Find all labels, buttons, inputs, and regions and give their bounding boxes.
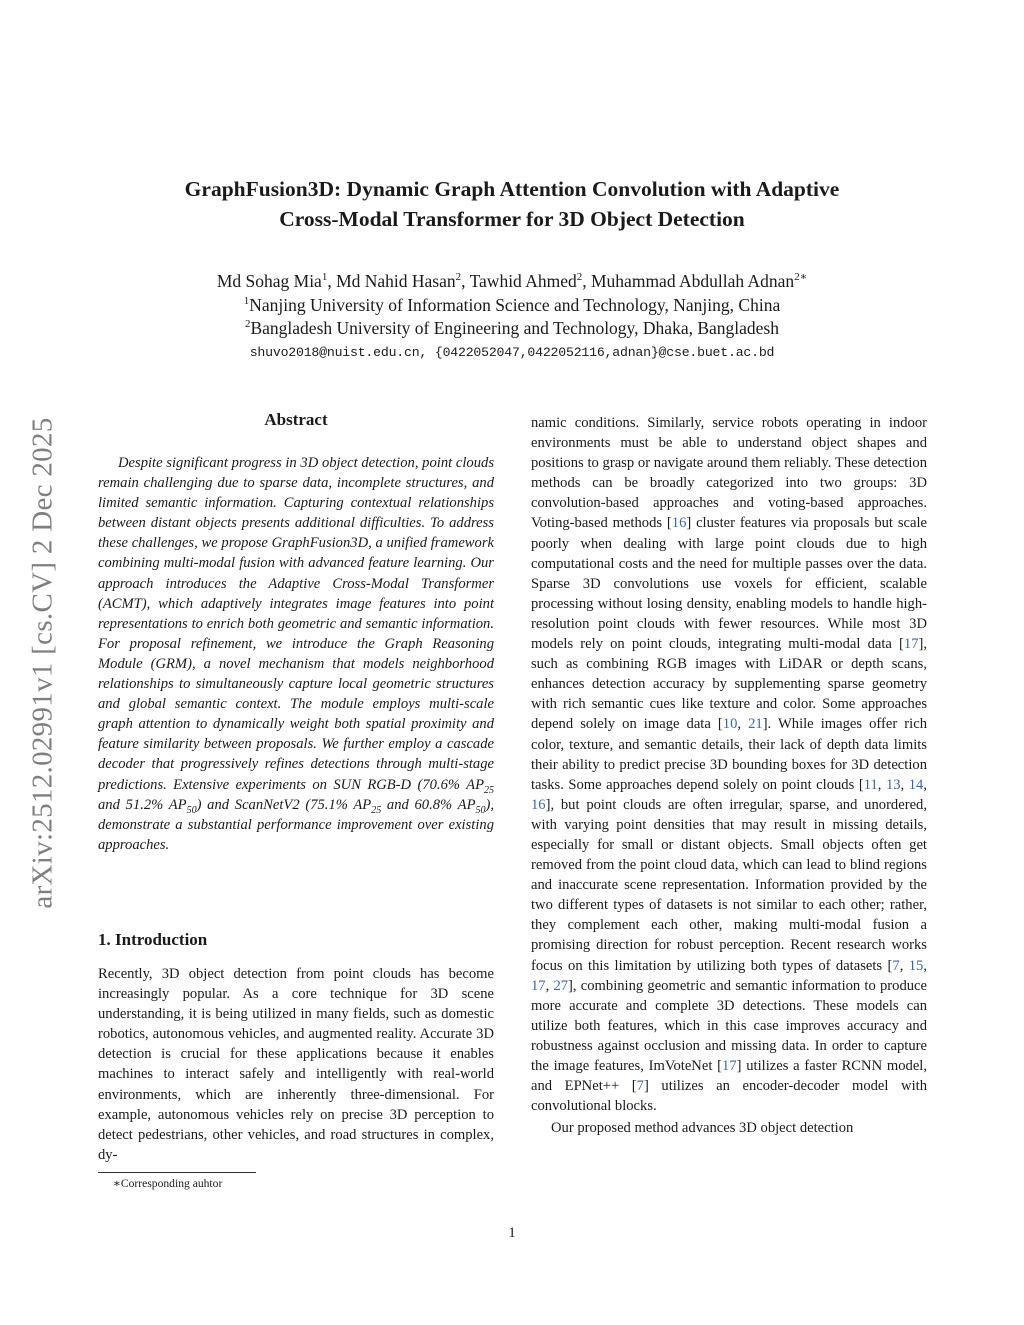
paper-title (100, 174, 924, 234)
footnote-rule (98, 1172, 256, 1173)
author-emails: shuvo2018@nuist.edu.cn, {0422052047,0422052116,adnan}@cse.buet.ac.bd (249, 344, 775, 360)
citation-link[interactable]: 21 (748, 716, 763, 733)
intro-paragraph: Recently, 3D object detection from point clouds has become increasingly popular. As a core technique for 3D scene understanding, it is being utilized in many fields, such as domestic robotics, autonomous vehicles, and augmented reality. Accurate 3D detection is crucial for these applications because it enables machines to interact safely and intelligently with real-world environments, which are inherently three-dimensional. For example, autonomous vehicles rely on precise 3D perception to detect pedestrians, other vehicles, and road structures in complex, dy- (98, 966, 494, 1163)
right-column-body (531, 413, 927, 1138)
introduction-body (98, 964, 494, 1165)
citation-link[interactable]: 7 (892, 957, 900, 974)
citation-link[interactable]: 13 (885, 776, 901, 793)
citation-link[interactable]: 17 (531, 977, 546, 994)
abstract-heading: Abstract (264, 410, 328, 429)
abstract-body (98, 453, 494, 855)
section-heading-introduction: 1. Introduction (98, 930, 208, 949)
footnote: ∗Corresponding auhtor (113, 1177, 223, 1190)
abstract-paragraph: Despite significant progress in 3D object detection, point clouds remain challenging due to sparse data, incomplete structures, and limited semantic information. Capturing contextual relationships between distant objects presents additional difficulties. To address these challenges, we propose GraphFusion3D, a unified framework combining multi-modal fusion with advanced feature learning. Our approach introduces the Adaptive Cross-Modal Transformer (ACMT), which adaptively integrates image features into point representations to enrich both geometric and semantic information. For proposal refinement, we introduce the Graph Reasoning Module (GRM), a novel mechanism that models neighborhood relationships to simultaneously capture local geometric structures and global semantic context. The module employs multi-scale graph attention to dynamically weight both spatial proximity and feature similarity between proposals. We further employ a cascade decoder that progressively refines detections through multi-stage predictions. Extensive experiments on SUN RGB-D (70.6% $AP_{25}$ and 51.2% $AP_{50}$) and ScanNetV2 (75.1% $AP_{25}$ and 60.8% $AP_{50}$), demonstrate a substantial performance improvement over existing approaches. (98, 455, 495, 853)
citation-link[interactable]: 15 (908, 957, 924, 974)
right-paragraph-1: namic conditions. Similarly, service robots operating in indoor environments must be able to understand object shapes and positions to grasp or navigate around them reliably. These detection methods can be broadly categorized into two groups: 3D convolution-based approaches and voting-based approaches. Voting-based methods [16] cluster features via proposals but scale poorly when dealing with large point clouds due to high computational costs and the need for multiple passes over the data. Sparse 3D convolutions use voxels for efficient, scalable processing without losing density, enabling models to handle high-resolution point clouds with fewer resources. While most 3D models rely on point clouds, integrating multi-modal data [17], such as combining RGB images with LiDAR or depth scans, enhances detection accuracy by supplementing sparse geometry with rich semantic cues like texture and color. Some approaches depend solely on image data [10, 21]. While images offer rich color, texture, and semantic details, their lack of depth data limits their ability to predict precise 3D bounding boxes for 3D detection tasks. Some approaches depend solely on point clouds [11, 13, 14, 16], but point clouds are often irregular, sparse, and unordered, with varying point densities that may result in missing details, especially for small or distant objects. Small objects often get removed from the point cloud data, which can lead to blind regions and inaccurate scene representation. Information provided by the two different types of datasets is not similar to each other; rather, they complement each other, making multi-modal fusion a promising direction for robust perception. Recent research works focus on this limitation by utilizing both types of datasets [7, 15, 17, 27], combining geometric and semantic information to produce more accurate and complete 3D detections. These models can utilize both features, which in this case improves accuracy and robustness against occlusion and missing data. In order to capture the image features, ImVoteNet [17] utilizes a faster RCNN model, and EPNet++ [7] utilizes an encoder-decoder model with convolutional blocks. (531, 415, 928, 1115)
citation-link[interactable]: 10 (722, 716, 738, 733)
author-block (100, 270, 924, 364)
affiliation-2: $^2$Bangladesh University of Engineering and Technology, Dhaka, Bangladesh (244, 318, 779, 338)
author-names: Md Sohag Mia$^1$, Md Nahid Hasan$^2$, Tawhid Ahmed$^2$, Muhammad Abdullah Adnan$^{2∗}$ (216, 271, 808, 291)
title-line-1: GraphFusion3D: Dynamic Graph Attention Convolution with Adaptive (184, 177, 840, 201)
citation-link[interactable]: 11 (863, 776, 878, 793)
page-number: 1 (508, 1225, 516, 1241)
arxiv-stamp (22, 378, 64, 948)
right-paragraph-2: Our proposed method advances 3D object detection (551, 1120, 854, 1137)
arxiv-stamp-text: arXiv:2512.02991v1 [cs.CV] 2 Dec 2025 (26, 417, 59, 909)
citation-link[interactable]: 16 (531, 796, 546, 813)
title-line-2: Cross-Modal Transformer for 3D Object Detection (279, 207, 745, 231)
citation-link[interactable]: 17 (903, 636, 919, 653)
citation-link[interactable]: 7 (636, 1078, 644, 1095)
citation-link[interactable]: 14 (908, 776, 924, 793)
citation-link[interactable]: 27 (553, 977, 569, 994)
citation-link[interactable]: 16 (671, 515, 687, 532)
affiliation-1: $^1$Nanjing University of Information Science and Technology, Nanjing, China (243, 294, 781, 315)
citation-link[interactable]: 17 (722, 1058, 737, 1074)
